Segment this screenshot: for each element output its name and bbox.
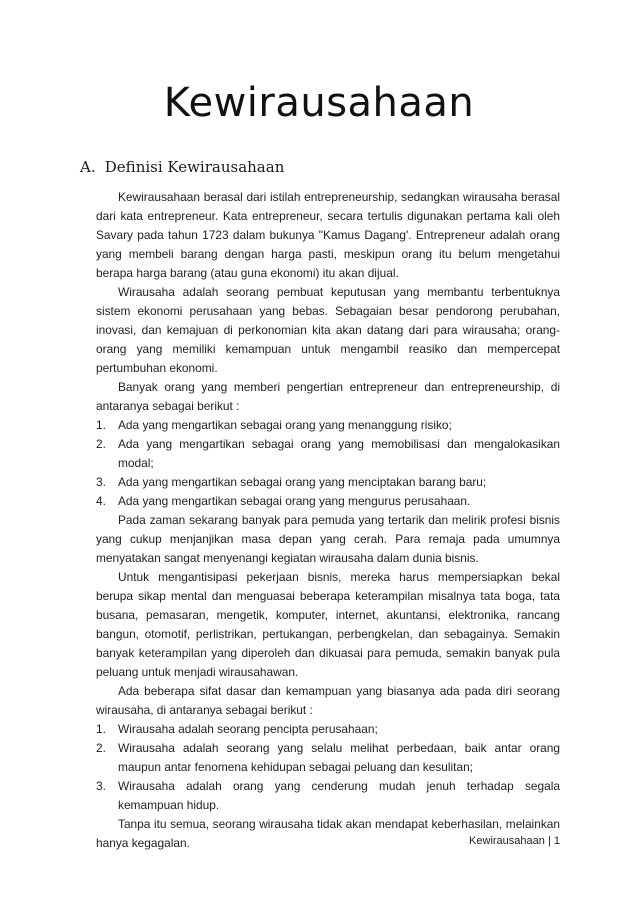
paragraph: Kewirausahaan berasal dari istilah entrepreneurship, sedangkan wirausaha berasal dari kata entrepreneur. Kata entrepreneur, secara tertulis digunakan pertama kali oleh Savary pada tahun 1723 dalam bukunya "Kamus Dagang'. Entrepreneur adalah orang yang membeli barang dengan harga pasti, meskipun orang itu belum mengetahui berapa harga barang (atau guna ekonomi) itu akan dijual.: [96, 190, 560, 280]
paragraph: Untuk mengantisipasi pekerjaan bisnis, mereka harus mempersiapkan bekal berupa sikap mental dan menguasai beberapa keterampilan misalnya tata boga, tata busana, pemasaran, mengetik, komputer, internet, akuntansi, elektronika, rancang bangun, otomotif, perlistrikan, pertukangan, perbengkelan, dan sebagainya. Semakin banyak keterampilan yang diperoleh dan dikuasai para pemuda, semakin banyak pula peluang untuk menjadi wirausahawan.: [96, 570, 560, 679]
page-number: 1: [553, 835, 560, 847]
paragraph: Ada beberapa sifat dasar dan kemampuan yang biasanya ada pada diri seorang wirausaha, di antaranya sebagai berikut :: [96, 684, 560, 717]
list-number: 1.: [96, 418, 106, 432]
paragraph: Pada zaman sekarang banyak para pemuda yang tertarik dan melirik profesi bisnis yang cukup menjanjikan masa depan yang cerah. Para remaja pada umumnya menyatakan sangat menyenangi kegiatan wirausaha dalam dunia bisnis.: [96, 513, 560, 565]
list-item: [96, 777, 560, 815]
footer-separator: |: [547, 835, 551, 847]
definition-list: [96, 416, 560, 511]
page-title: Kewirausahaan: [163, 80, 475, 126]
trait-list: [96, 720, 560, 815]
footer-label: Kewirausahaan: [469, 835, 545, 847]
list-number: 2.: [96, 437, 106, 451]
section-heading: [80, 158, 560, 176]
list-item: [96, 492, 560, 511]
page-footer: [469, 835, 560, 847]
list-item: [96, 473, 560, 492]
list-text: Ada yang mengartikan sebagai orang yang mengurus perusahaan.: [118, 494, 471, 508]
paragraph: Wirausaha adalah seorang pembuat keputusan yang membantu terbentuknya sistem ekonomi perusahaan yang bebas. Sebagaian besar pendorong perubahan, inovasi, dan kemajuan di perkonomian kita akan datang dari para wirausaha; orang-orang yang memiliki kemampuan untuk mengambil reasiko dan mempercepat pertumbuhan ekonomi.: [96, 285, 560, 375]
list-text: Ada yang mengartikan sebagai orang yang memobilisasi dan mengalokasikan modal;: [118, 437, 560, 470]
paragraph: Tanpa itu semua, seorang wirausaha tidak akan mendapat keberhasilan, melainkan hanya kegagalan.: [96, 817, 560, 850]
list-text: Ada yang mengartikan sebagai orang yang menciptakan barang baru;: [118, 475, 487, 489]
list-number: 2.: [96, 741, 106, 755]
list-item: [96, 416, 560, 435]
section-title: Definisi Kewirausahaan: [104, 158, 285, 176]
list-text: Wirausaha adalah orang yang cenderung mudah jenuh terhadap segala kemampuan hidup.: [118, 779, 560, 812]
list-number: 4.: [96, 494, 106, 508]
paragraph: Banyak orang yang memberi pengertian entrepreneur dan entrepreneurship, di antaranya sebagai berikut :: [96, 380, 560, 413]
list-number: 3.: [96, 475, 106, 489]
section-letter: A.: [80, 158, 96, 176]
list-number: 3.: [96, 779, 106, 793]
list-text: Wirausaha adalah seorang pencipta perusahaan;: [118, 722, 378, 736]
list-text: Wirausaha adalah seorang yang selalu melihat perbedaan, baik antar orang maupun antar fenomena kehidupan sebagai peluang dan kesulitan;: [118, 741, 560, 774]
list-number: 1.: [96, 722, 106, 736]
list-text: Ada yang mengartikan sebagai orang yang menanggung risiko;: [118, 418, 452, 432]
list-item: [96, 435, 560, 473]
list-item: [96, 739, 560, 777]
list-item: [96, 720, 560, 739]
document-body: [96, 188, 560, 853]
